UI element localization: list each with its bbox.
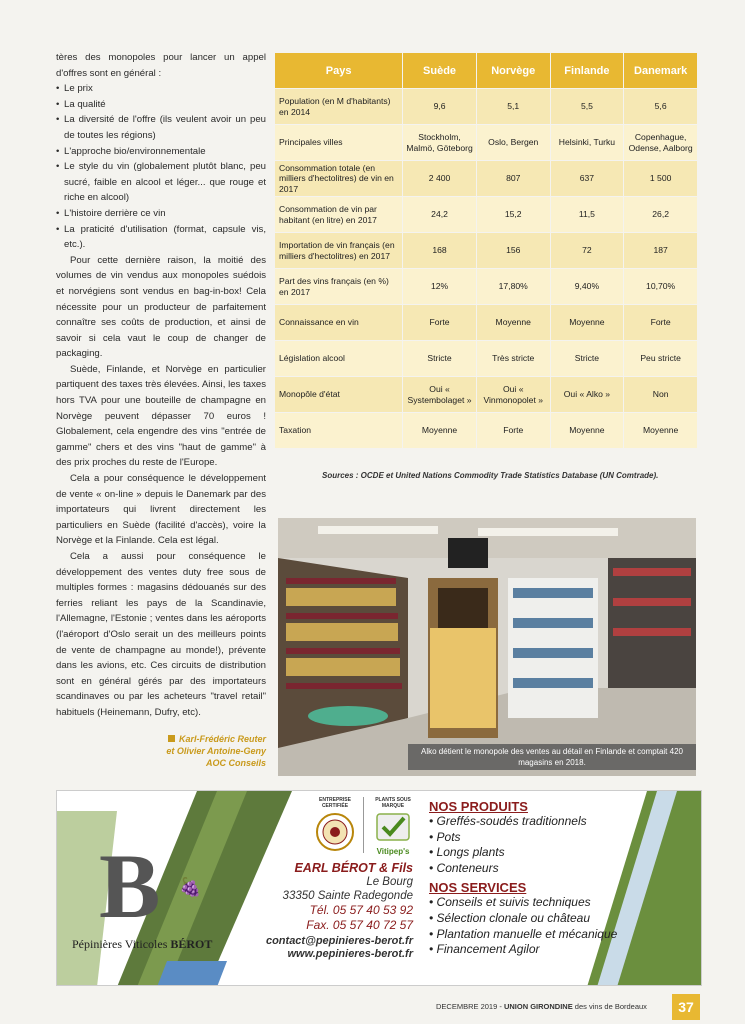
table-row (275, 125, 697, 160)
row-label-cell: Taxation (275, 413, 402, 448)
row-label-cell: Consommation totale (en milliers d'hectolitres) de vin en 2017 (275, 161, 402, 196)
table-sources: Sources : OCDE et United Nations Commodity Trade Statistics Database (UN Comtrade). (322, 471, 659, 480)
table-cell: Forte (477, 413, 550, 448)
product-item: • Greffés-soudés traditionnels (429, 814, 689, 830)
phone-number: Tél. 05 57 40 53 92 (309, 903, 413, 917)
row-label-cell: Législation alcool (275, 341, 402, 376)
table-header-cell: Danemark (624, 53, 697, 88)
service-item: • Conseils et suivis techniques (429, 895, 689, 911)
criteria-item: • L'histoire derrière ce vin (56, 206, 266, 222)
footer-date: DECEMBRE 2019 - (436, 1002, 504, 1011)
article-paragraph: Pour cette dernière raison, la moitié des volumes de vin vendus aux monopoles suédois et norvégiens sont vendus en bag-in-box! Cela nécessite pour un producteur de parfaitement connaître ses coûts de production, et ainsi de savoir si cela vaut le coup de changer de packaging. (56, 254, 266, 360)
footer-subtitle: des vins de Bordeaux (572, 1002, 647, 1011)
article-paragraphs (56, 253, 266, 721)
table-cell: Moyenne (551, 305, 624, 340)
website-url: www.pepinieres-berot.fr (287, 948, 413, 960)
contact-block (253, 861, 413, 961)
services-list (429, 895, 689, 957)
table-cell: 17,80% (477, 269, 550, 304)
address-city: 33350 Sainte Radegonde (282, 890, 413, 902)
row-label-cell: Population (en M d'habitants) en 2014 (275, 89, 402, 124)
criteria-item: • Le style du vin (globalement plutôt blanc, peu sucré, faible en alcool et léger... que rouge et riche en alcool) (56, 159, 266, 206)
table-cell: Peu stricte (624, 341, 697, 376)
table-cell: 15,2 (477, 197, 550, 232)
table-header-cell: Finlande (551, 53, 624, 88)
certified-badge (309, 797, 361, 857)
nursery-advertisement (56, 790, 702, 986)
footer-publication: UNION GIRONDINE (503, 1002, 573, 1011)
article-paragraph: Cela a aussi pour conséquence le développement des ventes duty free sous de multiples formes : magasins dédouanés sur des ferries reliant les pays de la Scandinavie, l'Allemagne, l'Estonie ; ventes dans les aéroports (l'aéroport d'Oslo serait un des meilleurs points de vente de champagne au monde!), prévente dans les avions, etc. Ces circuits de distribution sont en général gérés par des importateurs scandinaves ou par les acheteurs "travel retail" habituels (Heinemann, Dufry, etc). (56, 551, 266, 718)
table-cell: 12% (403, 269, 476, 304)
table-row (275, 377, 697, 412)
vitipep-badge (367, 797, 419, 856)
table-row (275, 197, 697, 232)
product-item: • Longs plants (429, 845, 689, 861)
address-street: Le Bourg (366, 876, 413, 888)
vitipep-label: Vitipep's (376, 847, 410, 856)
criteria-item: • La praticité d'utilisation (format, capsule vis, etc.). (56, 222, 266, 253)
email-address: contact@pepinieres-berot.fr (265, 935, 413, 947)
table-cell: Non (624, 377, 697, 412)
table-row (275, 161, 697, 196)
services-title: NOS SERVICES (429, 880, 527, 896)
certified-seal-icon (315, 812, 355, 852)
table-cell: 2 400 (403, 161, 476, 196)
table-header-cell: Pays (275, 53, 402, 88)
table-cell: 72 (551, 233, 624, 268)
author-line-1: Karl-Frédéric Reuter (178, 733, 266, 744)
service-item: • Plantation manuelle et mécanique (429, 927, 689, 943)
table-cell: Helsinki, Turku (551, 125, 624, 160)
table-cell: Moyenne (477, 305, 550, 340)
country-comparison-table (274, 52, 698, 449)
products-services (429, 799, 689, 958)
table-cell: 5,6 (624, 89, 697, 124)
badge-1-title: ENTREPRISE CERTIFIÉE (319, 797, 351, 809)
table-cell: Forte (624, 305, 697, 340)
row-label-cell: Part des vins français (en %) en 2017 (275, 269, 402, 304)
badge-2-title: PLANTS SOUS MARQUE (375, 797, 411, 809)
table-cell: 156 (477, 233, 550, 268)
table-row (275, 413, 697, 448)
fax-number: Fax. 05 57 40 72 57 (306, 918, 413, 932)
article-column (56, 50, 266, 769)
article-paragraph: Cela a pour conséquence le développement de vente « on-line » depuis le Danemark par des importateurs qui livrent directement les particuliers en Suède (facilité d'accès), voire la Norvège et la Finlande. Cela est légal. (56, 473, 266, 547)
criteria-item: • Le prix (56, 81, 266, 97)
grape-icon: 🍇 (179, 877, 202, 897)
table-row (275, 305, 697, 340)
page-footer (436, 1002, 647, 1011)
table-body (275, 89, 697, 448)
table-header-cell: Norvège (477, 53, 550, 88)
table-cell: Très stricte (477, 341, 550, 376)
table-header-row (275, 53, 697, 88)
table-cell: 5,5 (551, 89, 624, 124)
products-title: NOS PRODUITS (429, 799, 528, 814)
certification-badges (309, 797, 419, 857)
criteria-item: • La diversité de l'offre (ils veulent avoir un peu de toutes les régions) (56, 112, 266, 143)
author-line-2: et Olivier Antoine-Geny (166, 745, 266, 756)
products-list (429, 814, 689, 876)
table-row (275, 233, 697, 268)
table-cell: 9,40% (551, 269, 624, 304)
brand-label: Pépinières Viticoles (72, 937, 168, 951)
table-cell: Stockholm, Malmö, Göteborg (403, 125, 476, 160)
service-item: • Financement Agilor (429, 942, 689, 958)
table-cell: 24,2 (403, 197, 476, 232)
table-cell: 187 (624, 233, 697, 268)
table-cell: 168 (403, 233, 476, 268)
table-cell: Moyenne (624, 413, 697, 448)
table-row (275, 341, 697, 376)
row-label-cell: Monopôle d'état (275, 377, 402, 412)
table-cell: Oui « Vinmonopolet » (477, 377, 550, 412)
service-item: • Sélection clonale ou château (429, 911, 689, 927)
table-cell: Moyenne (551, 413, 624, 448)
table-cell: Stricte (551, 341, 624, 376)
table-row (275, 89, 697, 124)
store-photo (278, 518, 696, 776)
table-cell: 26,2 (624, 197, 697, 232)
table-cell: 5,1 (477, 89, 550, 124)
table-cell: Oui « Systembolaget » (403, 377, 476, 412)
article-paragraph: Suède, Finlande, et Norvège en particulier partiquent des taxes très élevées. Ainsi, les taxes hors TVA pour une bouteille de champagne en Norvège peuvent dépasser 70 euros ! Globalement, cela engendre des vins "entrée de gamme" chers et des vins "haut de gamme" à des prix proches du reste de l'Europe. (56, 363, 266, 469)
table-cell: 11,5 (551, 197, 624, 232)
company-name: EARL BÉROT & Fils (294, 861, 413, 875)
table-cell: Forte (403, 305, 476, 340)
author-square-icon (168, 735, 175, 742)
photo-caption: Alko détient le monopole des ventes au détail en Finlande et comptait 420 magasins en 2018. (408, 744, 696, 770)
table-cell: 9,6 (403, 89, 476, 124)
criteria-item: • La qualité (56, 97, 266, 113)
page-number: 37 (672, 994, 700, 1020)
table-header-cell: Suède (403, 53, 476, 88)
checkmark-icon (375, 812, 411, 842)
table-cell: Oslo, Bergen (477, 125, 550, 160)
berot-logo-icon: B (99, 835, 161, 937)
table-cell: 637 (551, 161, 624, 196)
table-cell: Copenhague, Odense, Aalborg (624, 125, 697, 160)
criteria-list (56, 81, 266, 253)
table-row (275, 269, 697, 304)
table-cell: Stricte (403, 341, 476, 376)
table-cell: 807 (477, 161, 550, 196)
brand-bold-label: BÉROT (170, 937, 213, 951)
row-label-cell: Principales villes (275, 125, 402, 160)
article-intro: tères des monopoles pour lancer un appel d'offres sont en général : (56, 52, 266, 79)
criteria-item: • L'approche bio/environnementale (56, 144, 266, 160)
table-cell: 10,70% (624, 269, 697, 304)
author-block (56, 733, 266, 769)
product-item: • Pots (429, 830, 689, 846)
product-item: • Conteneurs (429, 861, 689, 877)
row-label-cell: Connaissance en vin (275, 305, 402, 340)
table-cell: 1 500 (624, 161, 697, 196)
row-label-cell: Consommation de vin par habitant (en litre) en 2017 (275, 197, 402, 232)
table-cell: Oui « Alko » (551, 377, 624, 412)
author-line-3: AOC Conseils (205, 757, 266, 768)
row-label-cell: Importation de vin français (en milliers d'hectolitres) en 2017 (275, 233, 402, 268)
badge-divider (363, 797, 364, 853)
table-cell: Moyenne (403, 413, 476, 448)
brand-name (72, 937, 212, 952)
